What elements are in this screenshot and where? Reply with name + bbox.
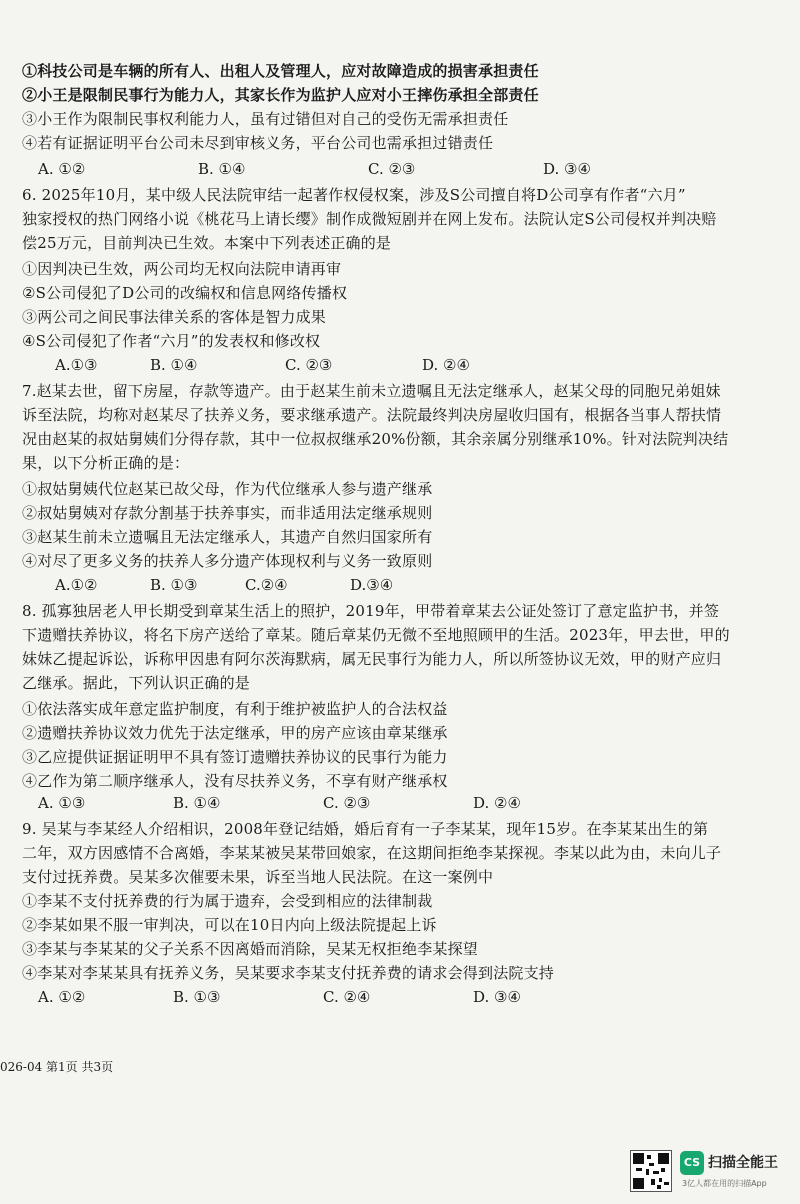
q9-option-2: ②李某如果不服一审判决，可以在10日内向上级法院提起上诉: [22, 916, 437, 934]
q6-stem-line-3: 偿25万元，目前判决已生效。本案中下列表述正确的是: [22, 234, 392, 252]
choice-d: D. ②④: [473, 794, 521, 812]
page-footer: 026-04 第1页 共3页: [0, 1060, 114, 1074]
choice-c: C. ②④: [323, 988, 371, 1006]
scanner-app-name: 扫描全能王: [708, 1155, 778, 1171]
choice-b: B. ①③: [173, 988, 221, 1006]
q6-option-1: ①因判决已生效，两公司均无权向法院申请再审: [22, 260, 342, 278]
q7-option-3: ③赵某生前未立遗嘱且无法定继承人，其遗产自然归国家所有: [22, 528, 433, 546]
q9-option-1: ①李某不支付抚养费的行为属于遗弃，会受到相应的法律制裁: [22, 892, 433, 910]
q6-stem-line-2: 独家授权的热门网络小说《桃花马上请长缨》制作成微短剧并在网上发布。法院认定S公司侵权并判决赔: [22, 210, 717, 228]
q7-stem-line-4: 果，以下分析正确的是：: [22, 454, 190, 472]
q6-option-4: ④S公司侵犯了作者“六月”的发表权和修改权: [22, 332, 321, 350]
choice-b: B. ①④: [198, 160, 246, 178]
q9-stem-line-1: 9. 吴某与李某经人介绍相识，2008年登记结婚，婚后育有一子李某某，现年15岁。在李某某出生的第: [22, 820, 709, 838]
choice-d: D. ③④: [543, 160, 591, 178]
choice-a: A.①③: [55, 356, 98, 374]
q8-option-4: ④乙作为第二顺序继承人，没有尽扶养义务，不享有财产继承权: [22, 772, 448, 790]
choice-a: A.①②: [55, 576, 98, 594]
choice-c: C. ②③: [285, 356, 333, 374]
intro-option-4: ④若有证据证明平台公司未尽到审核义务，平台公司也需承担过错责任: [22, 134, 494, 152]
q7-option-4: ④对尽了更多义务的扶养人多分遗产体现权利与义务一致原则: [22, 552, 433, 570]
q9-stem-line-3: 支付过抚养费。吴某多次催要未果，诉至当地人民法院。在这一案例中: [22, 868, 494, 886]
choice-b: B. ①③: [150, 576, 198, 594]
intro-option-1: ①科技公司是车辆的所有人、出租人及管理人，应对故障造成的损害承担责任: [22, 62, 539, 80]
q9-option-4: ④李某对李某某具有抚养义务，吴某要求李某支付抚养费的请求会得到法院支持: [22, 964, 555, 982]
choice-b: B. ①④: [150, 356, 198, 374]
q7-option-2: ②叔姑舅姨对存款分割基于扶养事实，而非适用法定继承规则: [22, 504, 433, 522]
q9-option-3: ③李某与李某某的父子关系不因离婚而消除，吴某无权拒绝李某探望: [22, 940, 479, 958]
choice-c: C.②④: [245, 576, 288, 594]
q8-option-2: ②遗赠扶养协议效力优先于法定继承，甲的房产应该由章某继承: [22, 724, 448, 742]
choice-c: C. ②③: [368, 160, 416, 178]
choice-c: C. ②③: [323, 794, 371, 812]
q7-stem-line-3: 况由赵某的叔姑舅姨们分得存款，其中一位叔叔继承20%份额，其余亲属分别继承10%。针对法院判决结: [22, 430, 729, 448]
q8-option-3: ③乙应提供证据证明甲不具有签订遗赠扶养协议的民事行为能力: [22, 748, 448, 766]
q7-stem-line-1: 7.赵某去世，留下房屋，存款等遗产。由于赵某生前未立遗嘱且无法定继承人，赵某父母的同胞兄弟姐妹: [22, 382, 721, 400]
q7-option-1: ①叔姑舅姨代位赵某已故父母，作为代位继承人参与遗产继承: [22, 480, 433, 498]
q8-stem-line-4: 乙继承。据此，下列认识正确的是: [22, 674, 251, 692]
choice-d: D.③④: [350, 576, 394, 594]
scanner-watermark: [630, 1146, 795, 1196]
choice-a: A. ①③: [38, 794, 86, 812]
choice-d: D. ②④: [422, 356, 470, 374]
q8-stem-line-2: 下遗赠扶养协议，将名下房产送给了章某。随后章某仍无微不至地照顾甲的生活。2023年，甲去世，甲的: [22, 626, 730, 644]
choice-d: D. ③④: [473, 988, 521, 1006]
q8-stem-line-3: 妹妹乙提起诉讼，诉称甲因患有阿尔茨海默病，属无民事行为能力人，所以所签协议无效，甲的财产应归: [22, 650, 722, 668]
q8-stem-line-1: 8. 孤寡独居老人甲长期受到章某生活上的照护，2019年，甲带着章某去公证处签订了意定监护书，并签: [22, 602, 720, 620]
choice-b: B. ①④: [173, 794, 221, 812]
camscanner-logo-icon: CS: [680, 1151, 704, 1175]
choice-a: A. ①②: [38, 988, 86, 1006]
q9-stem-line-2: 二年，双方因感情不合离婚，李某某被吴某带回娘家，在这期间拒绝李某探视。李某以此为由，未向儿子: [22, 844, 722, 862]
choice-a: A. ①②: [38, 160, 86, 178]
q6-option-3: ③两公司之间民事法律关系的客体是智力成果: [22, 308, 327, 326]
intro-option-3: ③小王作为限制民事权利能力人，虽有过错但对自己的受伤无需承担责任: [22, 110, 509, 128]
intro-option-2: ②小王是限制民事行为能力人，其家长作为监护人应对小王摔伤承担全部责任: [22, 86, 539, 104]
q6-option-2: ②S公司侵犯了D公司的改编权和信息网络传播权: [22, 284, 348, 302]
q8-option-1: ①依法落实成年意定监护制度，有利于维护被监护人的合法权益: [22, 700, 448, 718]
scanner-tagline: 3亿人都在用的扫描App: [682, 1179, 767, 1188]
qr-code-icon: [630, 1150, 672, 1192]
q7-stem-line-2: 诉至法院，均称对赵某尽了扶养义务，要求继承遗产。法院最终判决房屋收归国有，根据各当事人帮扶情: [22, 406, 722, 424]
q6-stem-line-1: 6. 2025年10月，某中级人民法院审结一起著作权侵权案，涉及S公司擅自将D公司享有作者“六月”: [22, 186, 686, 204]
